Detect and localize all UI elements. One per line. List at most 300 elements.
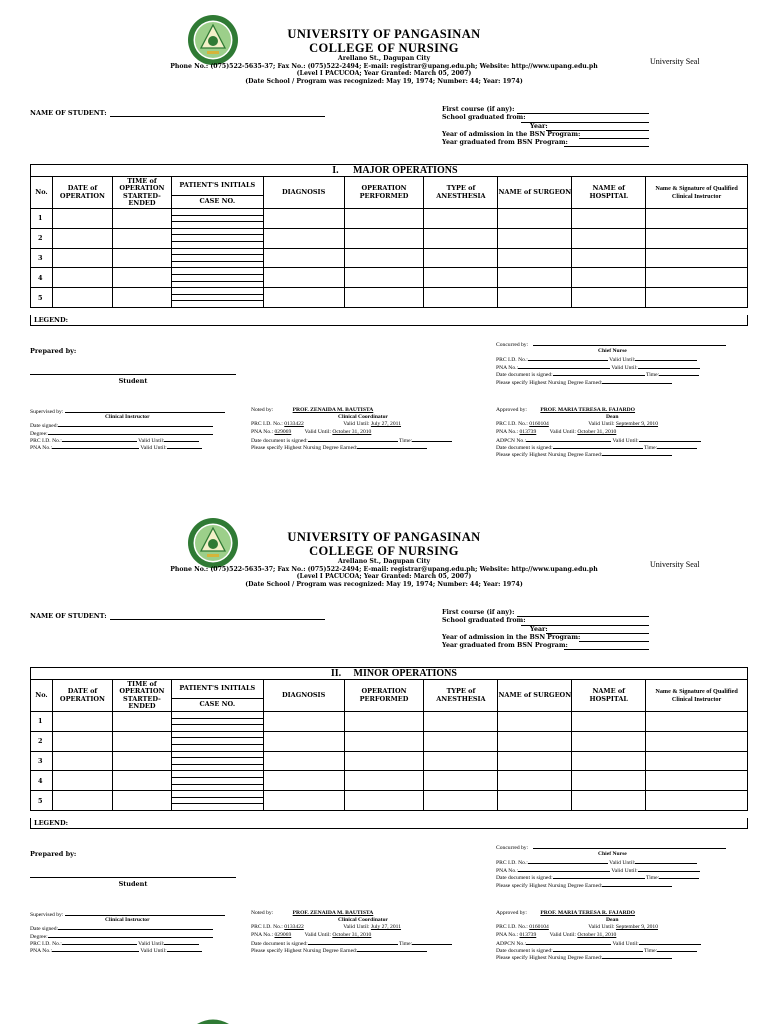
noted-prc-value: 0133422	[284, 421, 304, 428]
noted-prc-valid-value: July 27, 2011	[370, 421, 402, 428]
date-cell[interactable]	[52, 248, 112, 268]
valid-field[interactable]	[167, 443, 202, 449]
date-signed-field[interactable]	[308, 436, 398, 442]
diagnosis-cell[interactable]	[263, 228, 344, 248]
degree-label: Please specify Highest Nursing Degree Earned:	[251, 947, 358, 954]
col-header-diagnosis: DIAGNOSIS	[263, 177, 344, 209]
letterhead	[150, 530, 618, 588]
row-number: 4	[31, 771, 53, 791]
valid-label: Valid Until:	[140, 444, 167, 451]
signature-cell[interactable]	[646, 751, 748, 771]
valid-label: Valid Until:	[549, 931, 576, 938]
signature-cell[interactable]	[646, 209, 748, 229]
col-header-no: No.	[31, 177, 53, 209]
recognition: (Date School / Program was recognized: May 19, 1974; Number: 44; Year: 1974)	[245, 77, 523, 85]
signature-cell[interactable]	[646, 288, 748, 308]
date-signed-label: Date document is signed:	[496, 875, 553, 882]
approved-role: Dean	[606, 917, 619, 924]
signature-cell[interactable]	[646, 791, 748, 811]
date-signed-label: Date document is signed:	[496, 372, 553, 379]
degree-field[interactable]	[357, 443, 427, 449]
date-cell[interactable]	[52, 268, 112, 288]
col-header-case: CASE NO.	[171, 196, 263, 209]
col-header-surgeon: NAME of SURGEON	[498, 680, 572, 712]
approved-role: Dean	[606, 414, 619, 421]
operation-cell[interactable]	[344, 209, 424, 229]
supervised-label: Supervised by:	[30, 409, 64, 415]
prc-field[interactable]	[62, 436, 137, 442]
diagnosis-cell[interactable]	[263, 248, 344, 268]
signature-cell[interactable]	[646, 731, 748, 751]
hospital-cell[interactable]	[572, 268, 646, 288]
recognition: (Date School / Program was recognized: May 19, 1974; Number: 44; Year: 1974)	[245, 580, 523, 588]
hospital-cell[interactable]	[572, 288, 646, 308]
degree-field[interactable]	[602, 953, 672, 959]
time-label: Time:	[644, 947, 658, 954]
letterhead	[150, 27, 618, 85]
prc-label: PRC I.D. No.:	[251, 421, 283, 428]
operation-cell[interactable]	[344, 731, 424, 751]
concurred-label: Concurred by:	[496, 845, 529, 851]
date-signed-field[interactable]	[553, 370, 645, 376]
signature-cell[interactable]	[646, 268, 748, 288]
graduation-year-label: Year graduated from BSN Program:	[442, 642, 568, 650]
concurred-signature-line[interactable]	[533, 340, 726, 346]
row-number: 2	[31, 228, 53, 248]
row-number: 5	[31, 791, 53, 811]
adpcn-label: ADPCN No.:	[496, 940, 527, 947]
major-operations-form	[0, 10, 768, 470]
time-cell[interactable]	[112, 751, 171, 771]
col-header-initials: PATIENT'S INITIALS	[171, 177, 263, 196]
degree-label: Degree:	[30, 933, 48, 940]
date-signed-field[interactable]	[58, 421, 213, 427]
hospital-cell[interactable]	[572, 791, 646, 811]
operation-cell[interactable]	[344, 712, 424, 732]
first-course-label: First course (if any):	[442, 609, 515, 616]
valid-field[interactable]	[638, 363, 700, 369]
date-signed-label: Date document is signed:	[251, 940, 308, 947]
student-name-label: NAME OF STUDENT:	[30, 109, 107, 117]
valid-label: Valid Until:	[588, 421, 615, 428]
graduation-year-field[interactable]	[564, 649, 649, 650]
prc-field[interactable]	[528, 858, 608, 864]
anesthesia-cell[interactable]	[424, 751, 498, 771]
legend-label: LEGEND:	[30, 315, 748, 326]
valid-field[interactable]	[167, 946, 202, 952]
noted-prc-value: 0133422	[284, 924, 304, 931]
noted-label: Noted by:	[251, 910, 274, 916]
col-header-anesthesia: TYPE of ANESTHESIA	[424, 177, 498, 209]
surgeon-cell[interactable]	[498, 712, 572, 732]
time-field[interactable]	[412, 436, 452, 442]
graduation-year-label: Year graduated from BSN Program:	[442, 139, 568, 147]
degree-label: Please specify Highest Nursing Degree Earned:	[251, 444, 358, 451]
operation-cell[interactable]	[344, 288, 424, 308]
time-cell[interactable]	[112, 248, 171, 268]
pna-label: PNA No.:	[496, 364, 519, 371]
supervised-block	[30, 910, 240, 953]
signature-cell[interactable]	[646, 712, 748, 732]
date-cell[interactable]	[52, 731, 112, 751]
date-cell[interactable]	[52, 209, 112, 229]
table-row	[31, 268, 748, 288]
pna-field[interactable]	[52, 443, 139, 449]
section-title	[30, 667, 748, 679]
surgeon-cell[interactable]	[498, 791, 572, 811]
table-row	[31, 228, 748, 248]
concurred-block	[496, 340, 736, 386]
time-cell[interactable]	[112, 712, 171, 732]
diagnosis-cell[interactable]	[263, 751, 344, 771]
operation-cell[interactable]	[344, 268, 424, 288]
school-graduated-label: School graduated from:	[442, 114, 526, 122]
surgeon-cell[interactable]	[498, 751, 572, 771]
approved-pna-valid-value: October 31, 2010	[577, 931, 617, 938]
col-header-operation: OPERATION PERFORMED	[344, 177, 424, 209]
initials-case-cell[interactable]	[171, 248, 263, 268]
operation-cell[interactable]	[344, 771, 424, 791]
col-header-signature: Name & Signature of Qualified Clinical Instructor	[646, 680, 748, 712]
prc-field[interactable]	[62, 939, 137, 945]
col-header-anesthesia: TYPE of ANESTHESIA	[424, 680, 498, 712]
anesthesia-cell[interactable]	[424, 288, 498, 308]
supervised-signature-line[interactable]	[65, 407, 225, 413]
valid-field[interactable]	[164, 436, 199, 442]
pna-label: PNA No.:	[496, 931, 519, 938]
accreditation: (Level I PACUCOA; Year Granted: March 05, 2007)	[296, 70, 472, 78]
valid-field[interactable]	[635, 858, 697, 864]
prepared-by-signature-line[interactable]	[30, 877, 236, 878]
time-field[interactable]	[657, 443, 697, 449]
col-header-operation: OPERATION PERFORMED	[344, 680, 424, 712]
date-signed-label: Date signed:	[30, 423, 59, 430]
time-cell[interactable]	[112, 731, 171, 751]
student-name-field[interactable]	[110, 619, 325, 620]
degree-label: Please specify Highest Nursing Degree Earned:	[496, 955, 603, 962]
table-row	[31, 791, 748, 811]
surgeon-cell[interactable]	[498, 209, 572, 229]
adpcn-field[interactable]	[526, 436, 611, 442]
valid-label: Valid Until:	[612, 940, 639, 947]
university-name: UNIVERSITY OF PANGASINAN	[287, 530, 481, 544]
degree-field[interactable]	[602, 378, 672, 384]
date-signed-field[interactable]	[553, 443, 643, 449]
concurred-signature-line[interactable]	[533, 843, 726, 849]
student-name-label: NAME OF STUDENT:	[30, 612, 107, 620]
time-field[interactable]	[412, 939, 452, 945]
initials-case-cell[interactable]	[171, 791, 263, 811]
operation-cell[interactable]	[344, 248, 424, 268]
noted-name: PROF. ZENAIDA M. BAUTISTA	[292, 407, 374, 413]
valid-field[interactable]	[635, 355, 697, 361]
legend-label: LEGEND:	[30, 818, 748, 829]
degree-label: Please specify Highest Nursing Degree Earned:	[496, 882, 603, 889]
anesthesia-cell[interactable]	[424, 771, 498, 791]
anesthesia-cell[interactable]	[424, 268, 498, 288]
student-name-field[interactable]	[110, 116, 325, 117]
student-background	[442, 106, 652, 147]
degree-label: Please specify Highest Nursing Degree Earned:	[496, 379, 603, 386]
date-signed-field[interactable]	[553, 873, 645, 879]
noted-label: Noted by:	[251, 407, 274, 413]
noted-name: PROF. ZENAIDA M. BAUTISTA	[292, 910, 374, 916]
adpcn-label: ADPCN No.:	[496, 437, 527, 444]
noted-pna-value: 029069	[274, 428, 292, 435]
diagnosis-cell[interactable]	[263, 791, 344, 811]
row-number: 1	[31, 712, 53, 732]
date-signed-label: Date document is signed:	[251, 437, 308, 444]
adpcn-field[interactable]	[526, 939, 611, 945]
signature-cell[interactable]	[646, 771, 748, 791]
prc-label: PRC I.D. No.:	[30, 940, 62, 947]
date-cell[interactable]	[52, 791, 112, 811]
col-header-initials: PATIENT'S INITIALS	[171, 680, 263, 699]
anesthesia-cell[interactable]	[424, 209, 498, 229]
hospital-cell[interactable]	[572, 712, 646, 732]
date-signed-label: Date signed:	[30, 926, 59, 933]
date-signed-field[interactable]	[553, 946, 643, 952]
minor-operations-form	[0, 513, 768, 973]
time-cell[interactable]	[112, 288, 171, 308]
pna-label: PNA No.:	[251, 428, 274, 435]
college-name: COLLEGE OF NURSING	[309, 544, 459, 558]
time-label: Time:	[644, 444, 658, 451]
hospital-cell[interactable]	[572, 751, 646, 771]
pna-label: PNA No.:	[30, 947, 53, 954]
university-seal-label: University Seal	[650, 560, 700, 569]
time-cell[interactable]	[112, 771, 171, 791]
section-number: I.	[332, 165, 339, 176]
concurred-role: Chief Nurse	[598, 850, 627, 857]
col-header-time: TIME of OPERATION STARTED-ENDED	[112, 680, 171, 712]
date-cell[interactable]	[52, 228, 112, 248]
row-number: 3	[31, 751, 53, 771]
date-signed-label: Date document is signed:	[496, 444, 553, 451]
degree-field[interactable]	[48, 932, 213, 938]
prc-label: PRC I.D. No.:	[30, 437, 62, 444]
date-cell[interactable]	[52, 288, 112, 308]
prc-field[interactable]	[528, 355, 608, 361]
prc-label: PRC I.D. No.:	[251, 924, 283, 931]
surgeon-cell[interactable]	[498, 268, 572, 288]
degree-field[interactable]	[48, 429, 213, 435]
approved-prc-value: 0160104	[529, 924, 549, 931]
section-name: MAJOR OPERATIONS	[352, 165, 458, 176]
valid-field[interactable]	[639, 436, 701, 442]
supervised-role: Clinical Instructor	[105, 414, 150, 421]
noted-role: Clinical Coordinator	[338, 414, 388, 421]
initials-case-cell[interactable]	[171, 209, 263, 229]
valid-label: Valid Until:	[140, 947, 167, 954]
time-cell[interactable]	[112, 228, 171, 248]
date-cell[interactable]	[52, 751, 112, 771]
graduation-year-field[interactable]	[564, 146, 649, 147]
pna-field[interactable]	[518, 363, 610, 369]
time-label: Time:	[646, 875, 660, 882]
col-header-case: CASE NO.	[171, 699, 263, 712]
col-header-hospital: NAME of HOSPITAL	[572, 680, 646, 712]
noted-block	[251, 910, 476, 953]
time-cell[interactable]	[112, 268, 171, 288]
valid-label: Valid Until:	[609, 860, 636, 867]
anesthesia-cell[interactable]	[424, 791, 498, 811]
date-cell[interactable]	[52, 771, 112, 791]
valid-label: Valid Until:	[611, 867, 638, 874]
supervised-role: Clinical Instructor	[105, 917, 150, 924]
surgeon-cell[interactable]	[498, 771, 572, 791]
prepared-by-label: Prepared by:	[30, 850, 77, 858]
next-page-seal-fragment	[187, 1018, 239, 1024]
degree-field[interactable]	[357, 946, 427, 952]
prepared-by-role: Student	[118, 377, 148, 385]
pna-field[interactable]	[52, 946, 139, 952]
accreditation: (Level I PACUCOA; Year Granted: March 05, 2007)	[296, 573, 472, 581]
approved-pna-valid-value: October 31, 2010	[577, 428, 617, 435]
operation-cell[interactable]	[344, 791, 424, 811]
valid-label: Valid Until:	[138, 437, 165, 444]
valid-label: Valid Until:	[609, 357, 636, 364]
valid-label: Valid Until:	[304, 931, 331, 938]
col-header-surgeon: NAME of SURGEON	[498, 177, 572, 209]
time-field[interactable]	[659, 873, 699, 879]
diagnosis-cell[interactable]	[263, 712, 344, 732]
initials-case-cell[interactable]	[171, 712, 263, 732]
surgeon-cell[interactable]	[498, 288, 572, 308]
col-header-no: No.	[31, 680, 53, 712]
initials-case-cell[interactable]	[171, 288, 263, 308]
approved-pna-value: 013739	[519, 931, 537, 938]
table-row	[31, 288, 748, 308]
valid-field[interactable]	[164, 939, 199, 945]
prepared-by-label: Prepared by:	[30, 347, 77, 355]
table-row	[31, 209, 748, 229]
anesthesia-cell[interactable]	[424, 731, 498, 751]
prc-label: PRC I.D. No.:	[496, 357, 528, 364]
date-cell[interactable]	[52, 712, 112, 732]
pna-label: PNA No.:	[251, 931, 274, 938]
supervised-label: Supervised by:	[30, 912, 64, 918]
col-header-date: DATE of OPERATION	[52, 680, 112, 712]
approved-name: PROF. MARIA TERESA R. FAJARDO	[540, 407, 636, 413]
col-header-diagnosis: DIAGNOSIS	[263, 680, 344, 712]
initials-case-cell[interactable]	[171, 751, 263, 771]
pna-label: PNA No.:	[30, 444, 53, 451]
valid-label: Valid Until:	[588, 924, 615, 931]
time-cell[interactable]	[112, 791, 171, 811]
initials-case-cell[interactable]	[171, 268, 263, 288]
concurred-block	[496, 843, 736, 889]
prepared-by-signature-line[interactable]	[30, 374, 236, 375]
hospital-cell[interactable]	[572, 228, 646, 248]
diagnosis-cell[interactable]	[263, 209, 344, 229]
initials-case-cell[interactable]	[171, 771, 263, 791]
date-signed-label: Date document is signed:	[496, 947, 553, 954]
noted-block	[251, 407, 476, 450]
pna-label: PNA No.:	[496, 867, 519, 874]
university-seal-label: University Seal	[650, 57, 700, 66]
hospital-cell[interactable]	[572, 209, 646, 229]
degree-field[interactable]	[602, 450, 672, 456]
initials-case-cell[interactable]	[171, 228, 263, 248]
hospital-cell[interactable]	[572, 248, 646, 268]
supervised-signature-line[interactable]	[65, 910, 225, 916]
surgeon-cell[interactable]	[498, 731, 572, 751]
anesthesia-cell[interactable]	[424, 712, 498, 732]
diagnosis-cell[interactable]	[263, 268, 344, 288]
valid-label: Valid Until:	[304, 428, 331, 435]
table-row	[31, 771, 748, 791]
signature-cell[interactable]	[646, 228, 748, 248]
valid-label: Valid Until:	[343, 924, 370, 931]
col-header-date: DATE of OPERATION	[52, 177, 112, 209]
degree-field[interactable]	[602, 881, 672, 887]
row-number: 2	[31, 731, 53, 751]
diagnosis-cell[interactable]	[263, 731, 344, 751]
concurred-role: Chief Nurse	[598, 347, 627, 354]
year-label: Year:	[530, 625, 548, 633]
prc-label: PRC I.D. No.:	[496, 924, 528, 931]
operation-cell[interactable]	[344, 751, 424, 771]
diagnosis-cell[interactable]	[263, 288, 344, 308]
noted-pna-value: 029069	[274, 931, 292, 938]
col-header-signature: Name & Signature of Qualified Clinical Instructor	[646, 177, 748, 209]
date-signed-field[interactable]	[308, 939, 398, 945]
signature-cell[interactable]	[646, 248, 748, 268]
anesthesia-cell[interactable]	[424, 228, 498, 248]
diagnosis-cell[interactable]	[263, 771, 344, 791]
anesthesia-cell[interactable]	[424, 248, 498, 268]
first-course-label: First course (if any):	[442, 106, 515, 113]
operations-table	[30, 679, 748, 811]
contact-info: Phone No.: (075)522-5635-37; Fax No.: (075)522-2494; E-mail: registrar@upang.edu.ph; Website: http://www.upang.edu.ph	[170, 565, 598, 573]
address: Arellano St., Dagupan City	[337, 55, 431, 62]
time-cell[interactable]	[112, 209, 171, 229]
student-background	[442, 609, 652, 650]
time-field[interactable]	[659, 370, 699, 376]
valid-field[interactable]	[639, 939, 701, 945]
operation-cell[interactable]	[344, 228, 424, 248]
approved-pna-value: 013739	[519, 428, 537, 435]
noted-pna-valid-value: October 31, 2010	[332, 931, 372, 938]
hospital-cell[interactable]	[572, 731, 646, 751]
valid-field[interactable]	[638, 866, 700, 872]
approved-prc-value: 0160104	[529, 421, 549, 428]
hospital-cell[interactable]	[572, 771, 646, 791]
approved-block	[496, 407, 736, 457]
approved-name: PROF. MARIA TERESA R. FAJARDO	[540, 910, 636, 916]
noted-role: Clinical Coordinator	[338, 917, 388, 924]
table-row	[31, 712, 748, 732]
valid-label: Valid Until:	[612, 437, 639, 444]
prc-label: PRC I.D. No.:	[496, 421, 528, 428]
time-field[interactable]	[657, 946, 697, 952]
valid-label: Valid Until:	[343, 421, 370, 428]
pna-field[interactable]	[518, 866, 610, 872]
surgeon-cell[interactable]	[498, 228, 572, 248]
row-number: 3	[31, 248, 53, 268]
operations-table	[30, 176, 748, 308]
surgeon-cell[interactable]	[498, 248, 572, 268]
initials-case-cell[interactable]	[171, 731, 263, 751]
pna-label: PNA No.:	[496, 428, 519, 435]
noted-pna-valid-value: October 31, 2010	[332, 428, 372, 435]
approved-label: Approved by:	[496, 910, 527, 916]
date-signed-field[interactable]	[58, 924, 213, 930]
address: Arellano St., Dagupan City	[337, 558, 431, 565]
university-name: UNIVERSITY OF PANGASINAN	[287, 27, 481, 41]
row-number: 4	[31, 268, 53, 288]
